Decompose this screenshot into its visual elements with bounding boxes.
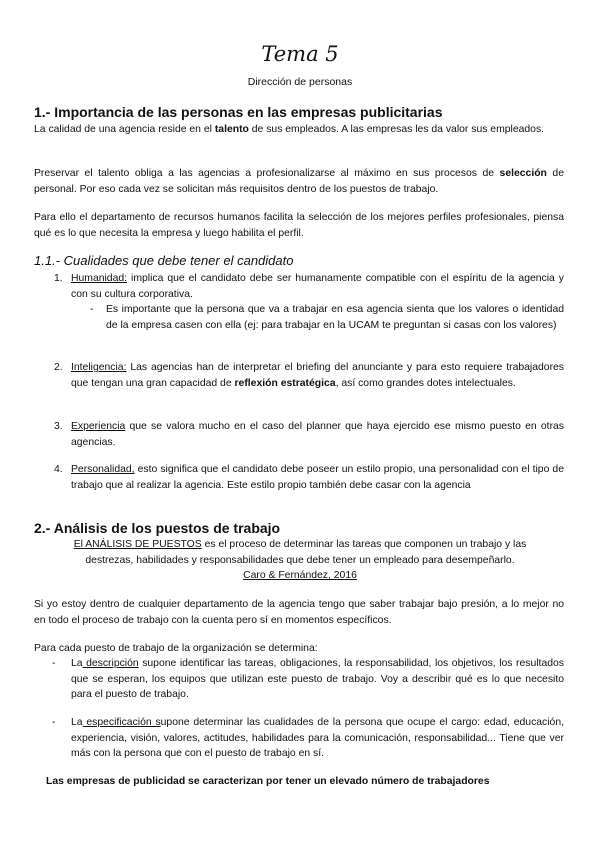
section-1-paragraph-2: Preservar el talento obliga a las agencias a profesionalizarse al máximo en sus procesos de selección de personal. Por eso cada vez se solicitan más requisitos dentro de los puestos de trabajo. [34, 168, 564, 195]
list-item-number: 2. [54, 362, 63, 373]
sub-bullet-item: Es importante que la persona que va a trabajar en esa agencia sienta que los valores o identidad de la empresa casen con ella (ej: para trabajar en la UCAM te preguntan si casas con los valores) [106, 304, 564, 331]
bullet-item: La descripción supone identificar las tareas, obligaciones, la responsabilidad, los objetivos, los resultados que se esperan, los equipos que utilizan este puesto de trabajo. Voy a describir qué es lo que necesito para el puesto de trabajo. [71, 658, 564, 700]
list-item: Humanidad: implica que el candidato debe ser humanamente compatible con el espíritu de la agencia y con su cultura corporativa. [71, 273, 564, 300]
bullet-item: La especificación supone determinar las cualidades de la persona que ocupe el cargo: edad, educación, experiencia, visión, valores, actitudes, habilidades para la comunicación, responsabilidad... Tiene que ver más con la persona que con el puesto de trabajo en sí. [71, 717, 564, 759]
list-item-number: 4. [54, 464, 63, 475]
citation: Caro & Fernández, 2016 [243, 570, 357, 581]
bullet-dash: - [52, 717, 56, 728]
section-1-paragraph-3: Para ello el departamento de recursos humanos facilita la selección de los mejores perfiles profesionales, piensa qué es lo que necesita la empresa y luego habilita el perfil. [34, 212, 564, 239]
list-item: Experiencia que se valora mucho en el caso del planner que haya ejercido ese mismo puesto en otras agencias. [71, 421, 564, 448]
section-2-paragraph-1: Si yo estoy dentro de cualquier departamento de la agencia tengo que saber trabajar bajo presión, a lo mejor no en todo el proceso de trabajo con la cuenta pero sí en momentos específicos. [34, 599, 564, 626]
document-subtitle: Dirección de personas [247, 76, 353, 88]
section-2-heading: 2.- Análisis de los puestos de trabajo [34, 520, 281, 536]
list-item: Personalidad, esto significa que el candidato debe poseer un estilo propio, una personalidad con el tipo de trabajo que al realizar la agencia. Este estilo propio también debe casar con la agencia [71, 464, 564, 491]
section-1-heading: 1.- Importancia de las personas en las empresas publicitarias [34, 104, 443, 120]
list-item-number: 1. [54, 273, 63, 284]
document-title: Tema 5 [261, 42, 339, 66]
list-item-number: 3. [54, 421, 63, 432]
section-1-paragraph-1: La calidad de una agencia reside en el talento de sus empleados. A las empresas les da valor sus empleados. [34, 124, 545, 135]
closing-statement: Las empresas de publicidad se caracterizan por tener un elevado número de trabajadores [46, 776, 490, 787]
sub-bullet-dash: - [90, 304, 94, 315]
bullet-dash: - [52, 658, 56, 669]
list-item: Inteligencia: Las agencias han de interpretar el briefing del anunciante y para esto requiere trabajadores que tengan una gran capacidad de reflexión estratégica, así como grandes dotes intelectuales. [71, 362, 564, 389]
section-2-paragraph-2: Para cada puesto de trabajo de la organización se determina: [34, 643, 318, 654]
section-1-1-heading: 1.1.- Cualidades que debe tener el candidato [34, 253, 294, 268]
definition-block: El ANÁLISIS DE PUESTOS es el proceso de determinar las tareas que componen un trabajo y las destrezas, habilidades y responsabilidades que debe tener un empleado para desempeñarlo. [73, 539, 527, 566]
